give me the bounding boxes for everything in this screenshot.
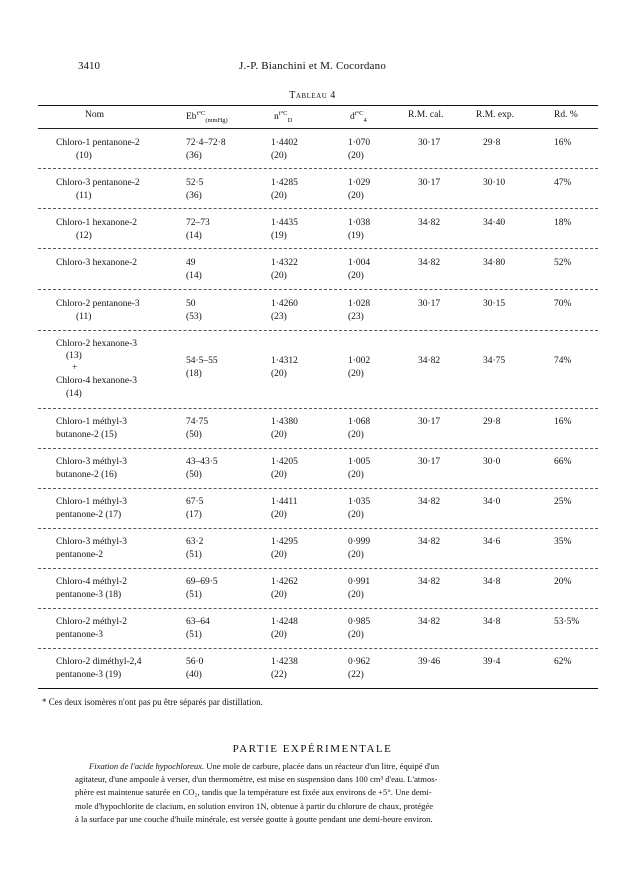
table-footnote: * Ces deux isomères n'ont pas pu être séparés par distillation. (42, 697, 263, 707)
row-eb-pressure: (17) (186, 510, 202, 520)
row-name-number: (10) (76, 151, 92, 161)
row-name-plus: + (72, 363, 78, 373)
row-name: Chloro-2 méthyl-2 (56, 617, 127, 627)
row-divider (38, 648, 598, 649)
row-d4-temp: (20) (348, 191, 364, 201)
row-name: Chloro-3 pentanone-2 (56, 178, 140, 188)
row-name-number: (11) (76, 312, 92, 322)
row-d4: 1·002 (348, 356, 371, 366)
row-divider (38, 448, 598, 449)
row-rd: 16% (554, 417, 572, 427)
row-d4-temp: (20) (348, 151, 364, 161)
row-nd-temp: (20) (271, 430, 287, 440)
row-divider (38, 608, 598, 609)
row-d4-temp: (20) (348, 510, 364, 520)
paragraph-line: mole d'hypochlorite de clacium, en solution environ 1N, obtenue à partir du chlorure de chaux, protégée (75, 800, 434, 811)
header-rm-exp: R.M. exp. (476, 110, 514, 120)
header-rule (38, 128, 598, 129)
row-eb-pressure: (51) (186, 550, 202, 560)
row-name-second: Chloro-4 hexanone-3 (56, 376, 137, 386)
row-rm-cal: 30·17 (418, 417, 441, 427)
row-rm-cal: 34·82 (418, 356, 441, 366)
table-bottom-rule (38, 688, 598, 689)
row-nd: 1·4435 (271, 218, 298, 228)
row-nd-temp: (20) (271, 470, 287, 480)
row-eb: 67·5 (186, 497, 204, 507)
row-name-cont: pentanone-3 (19) (56, 670, 122, 680)
row-eb: 72–73 (186, 218, 210, 228)
row-nd: 1·4285 (271, 178, 298, 188)
row-d4: 0·985 (348, 617, 371, 627)
row-rm-cal: 30·17 (418, 178, 441, 188)
row-divider (38, 488, 598, 489)
row-rm-exp: 29·8 (483, 417, 501, 427)
row-d4: 1·028 (348, 299, 371, 309)
row-rm-exp: 34·40 (483, 218, 506, 228)
row-d4-temp: (19) (348, 231, 364, 241)
row-rd: 74% (554, 356, 572, 366)
row-nd-temp: (23) (271, 312, 287, 322)
row-rd: 53·5% (554, 617, 580, 627)
row-eb: 43–43·5 (186, 457, 218, 467)
row-divider (38, 248, 598, 249)
row-d4-temp: (20) (348, 590, 364, 600)
row-rm-cal: 34·82 (418, 577, 441, 587)
header-rm-cal: R.M. cal. (408, 110, 444, 120)
header-d4: $d^{t^\circ C}_4$ (350, 110, 367, 125)
row-divider (38, 568, 598, 569)
row-eb-pressure: (14) (186, 231, 202, 241)
row-rd: 62% (554, 657, 572, 667)
row-rd: 18% (554, 218, 572, 228)
row-name-cont: pentanone-3 (18) (56, 590, 122, 600)
row-d4-temp: (20) (348, 430, 364, 440)
row-eb-pressure: (36) (186, 151, 202, 161)
row-name-number: (13) (66, 351, 82, 361)
row-divider (38, 168, 598, 169)
page-number: 3410 (78, 60, 100, 72)
row-rd: 66% (554, 457, 572, 467)
row-eb: 49 (186, 258, 196, 268)
section-title: PARTIE EXPÉRIMENTALE (232, 743, 393, 755)
row-eb-pressure: (14) (186, 271, 202, 281)
row-nd-temp: (20) (271, 510, 287, 520)
row-eb-pressure: (51) (186, 590, 202, 600)
row-nd-temp: (22) (271, 670, 287, 680)
row-name-second-number: (14) (66, 389, 82, 399)
row-rm-cal: 34·82 (418, 258, 441, 268)
row-name: Chloro-2 diméthyl-2,4 (56, 657, 142, 667)
row-d4-temp: (20) (348, 470, 364, 480)
row-rm-exp: 30·15 (483, 299, 506, 309)
row-eb-pressure: (36) (186, 191, 202, 201)
row-nd-temp: (20) (271, 369, 287, 379)
row-divider (38, 330, 598, 331)
header-rd: Rd. % (554, 110, 578, 120)
row-rm-cal: 34·82 (418, 617, 441, 627)
row-d4: 0·999 (348, 537, 371, 547)
row-name: Chloro-4 méthyl-2 (56, 577, 127, 587)
row-d4: 1·070 (348, 138, 371, 148)
row-nd-temp: (19) (271, 231, 287, 241)
header-eb: $Eb^{t^\circ C}_{(mmHg)}$ (186, 110, 228, 125)
row-d4-temp: (20) (348, 369, 364, 379)
row-eb: 72·4–72·8 (186, 138, 226, 148)
row-rd: 35% (554, 537, 572, 547)
row-rm-exp: 34·75 (483, 356, 506, 366)
row-rm-cal: 30·17 (418, 457, 441, 467)
row-divider (38, 408, 598, 409)
row-eb: 63–64 (186, 617, 210, 627)
row-nd: 1·4262 (271, 577, 298, 587)
row-nd: 1·4295 (271, 537, 298, 547)
row-nd: 1·4322 (271, 258, 298, 268)
paragraph-line: à la surface par une couche d'huile minérale, est versée goutte à goutte pendant une demi-heure environ. (75, 813, 433, 824)
paragraph-line: phère est maintenue saturée en CO₂, tandis que la température est fixée aux environs de +5°. Une demi- (75, 787, 432, 798)
paragraph-line: agitateur, d'une ampoule à verser, d'un thermomètre, est mise en suspension dans 100 cm³ d'eau. L'atmos- (75, 774, 438, 785)
row-rd: 52% (554, 258, 572, 268)
row-rm-cal: 30·17 (418, 138, 441, 148)
row-nd-temp: (20) (271, 191, 287, 201)
row-d4: 1·068 (348, 417, 371, 427)
row-nd-temp: (20) (271, 550, 287, 560)
table-top-rule (38, 105, 598, 106)
paragraph-lead: Fixation de l'acide hypochloreux. (89, 761, 205, 771)
row-name: Chloro-1 hexanone-2 (56, 218, 137, 228)
row-name-number: (12) (76, 231, 92, 241)
row-nd: 1·4402 (271, 138, 298, 148)
row-rd: 47% (554, 178, 572, 188)
row-eb-pressure: (53) (186, 312, 202, 322)
row-eb-pressure: (18) (186, 369, 202, 379)
row-rm-exp: 34·0 (483, 497, 501, 507)
header-nd: $n^{t^\circ C}_D$ (274, 110, 293, 125)
row-d4: 1·029 (348, 178, 371, 188)
row-rm-cal: 34·82 (418, 497, 441, 507)
body-paragraph (75, 760, 565, 826)
row-eb-pressure: (40) (186, 670, 202, 680)
row-nd-temp: (20) (271, 590, 287, 600)
row-name-cont: pentanone-2 (17) (56, 510, 122, 520)
table-title: Tableau 4 (289, 90, 336, 101)
row-d4-temp: (22) (348, 670, 364, 680)
row-nd: 1·4205 (271, 457, 298, 467)
row-name: Chloro-1 méthyl-3 (56, 497, 127, 507)
row-name-number: (11) (76, 191, 92, 201)
row-divider (38, 528, 598, 529)
row-nd-temp: (20) (271, 630, 287, 640)
row-name-cont: butanone-2 (15) (56, 430, 117, 440)
row-d4: 0·962 (348, 657, 371, 667)
row-rd: 25% (554, 497, 572, 507)
paragraph-line: Une mole de carbure, placée dans un réacteur d'un litre, équipé d'un (204, 761, 440, 771)
row-eb-pressure: (50) (186, 470, 202, 480)
row-rm-exp: 39·4 (483, 657, 501, 667)
row-d4: 0·991 (348, 577, 371, 587)
row-nd: 1·4312 (271, 356, 298, 366)
row-divider (38, 208, 598, 209)
row-rd: 16% (554, 138, 572, 148)
row-eb: 54·5–55 (186, 356, 218, 366)
row-rm-exp: 34·8 (483, 617, 501, 627)
row-nd: 1·4380 (271, 417, 298, 427)
row-d4: 1·004 (348, 258, 371, 268)
row-name-cont: butanone-2 (16) (56, 470, 117, 480)
row-d4-temp: (20) (348, 630, 364, 640)
row-d4-temp: (20) (348, 271, 364, 281)
row-d4: 1·038 (348, 218, 371, 228)
row-name: Chloro-3 méthyl-3 (56, 457, 127, 467)
row-divider (38, 289, 598, 290)
row-eb: 63·2 (186, 537, 204, 547)
row-eb: 52·5 (186, 178, 204, 188)
row-rd: 20% (554, 577, 572, 587)
row-nd: 1·4260 (271, 299, 298, 309)
row-d4: 1·035 (348, 497, 371, 507)
row-eb: 50 (186, 299, 196, 309)
row-eb-pressure: (51) (186, 630, 202, 640)
row-d4-temp: (23) (348, 312, 364, 322)
row-name: Chloro-1 méthyl-3 (56, 417, 127, 427)
row-rm-cal: 39·46 (418, 657, 441, 667)
row-rm-exp: 34·6 (483, 537, 501, 547)
row-nd: 1·4238 (271, 657, 298, 667)
row-name: Chloro-3 méthyl-3 (56, 537, 127, 547)
row-name: Chloro-1 pentanone-2 (56, 138, 140, 148)
row-eb: 56·0 (186, 657, 204, 667)
row-name-cont: pentanone-3 (56, 630, 103, 640)
row-rm-cal: 34·82 (418, 218, 441, 228)
row-nd: 1·4411 (271, 497, 298, 507)
row-nd-temp: (20) (271, 271, 287, 281)
row-d4-temp: (20) (348, 550, 364, 560)
row-rm-exp: 34·8 (483, 577, 501, 587)
row-rm-exp: 30·0 (483, 457, 501, 467)
row-eb: 69–69·5 (186, 577, 218, 587)
header-nom: Nom (85, 110, 104, 120)
row-name-cont: pentanone-2 (56, 550, 103, 560)
row-rm-cal: 30·17 (418, 299, 441, 309)
row-rd: 70% (554, 299, 572, 309)
row-eb: 74·75 (186, 417, 209, 427)
row-nd: 1·4248 (271, 617, 298, 627)
row-rm-exp: 30·10 (483, 178, 506, 188)
row-name: Chloro-2 hexanone-3 (56, 339, 137, 349)
running-head: J.-P. Bianchini et M. Cocordano (238, 60, 387, 72)
row-rm-cal: 34·82 (418, 537, 441, 547)
row-nd-temp: (20) (271, 151, 287, 161)
row-d4: 1·005 (348, 457, 371, 467)
row-rm-exp: 34·80 (483, 258, 506, 268)
row-name: Chloro-3 hexanone-2 (56, 258, 137, 268)
row-name: Chloro-2 pentanone-3 (56, 299, 140, 309)
row-rm-exp: 29·8 (483, 138, 501, 148)
row-eb-pressure: (50) (186, 430, 202, 440)
